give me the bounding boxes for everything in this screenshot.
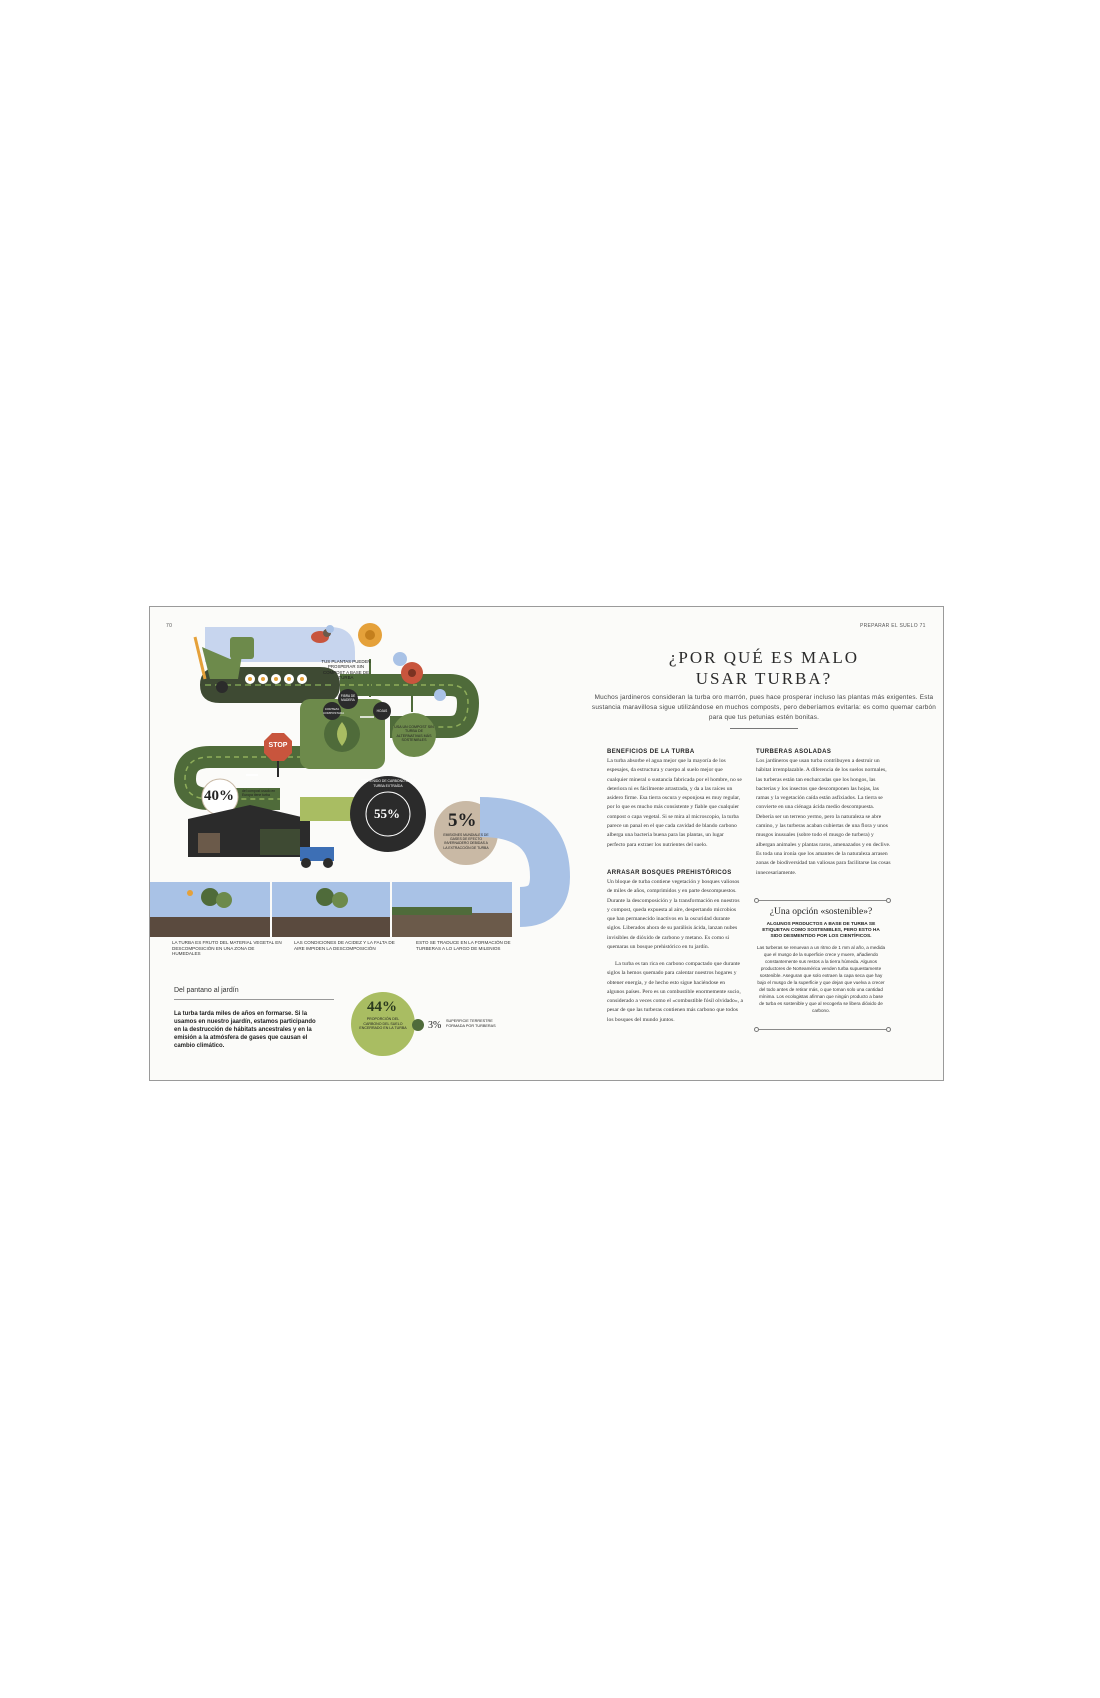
label-fibra: FIBRA DE MADERA bbox=[340, 694, 356, 702]
label-3: SUPERFICIE TERRESTRE FORMADA POR TURBERAS bbox=[446, 1019, 496, 1028]
paragraph-beneficios: La turba absorbe el agua mejor que la mayoría de los espesajes, da estructura y cuerpo al suelo mejor que cualquier mineral o sustancia fabricada por el hombre, no se deteriora ni es fácilmente arrastrada, y da a las raíces un asidero firme. Esa tierra oscura y esponjosa es muy regular, por lo que es mucho más consistente y fiable que cualquier compost o capa vegetal. Si se mira al microscopio, la turba parece un panal en el que cada cavidad de blando carbono alberga una bacteria buena para las plantas, un lugar perfecto para extraer los nutrientes del suelo. bbox=[607, 758, 742, 848]
tractor-icon bbox=[300, 847, 334, 868]
sky-band bbox=[205, 627, 355, 662]
label-corteza: CORTEZA COMPOSTADA bbox=[323, 707, 345, 715]
heading-turberas: TURBERAS ASOLADAS bbox=[756, 749, 832, 755]
intro-paragraph: Muchos jardineros consideran la turba oro marrón, pues hace prosperar incluso las plantas más exigentes. Esta sustancia maravillosa sigue utilizándose en muchos composts, pero deberíamos evitarla: es como quemar carbón para que tus petunias estén bonitas. bbox=[591, 694, 937, 721]
label-44: PROPORCIÓN DEL CARBONO DEL SUELO ENCERRADO EN LA TURBA bbox=[359, 1017, 407, 1031]
wetland-panel-3 bbox=[392, 882, 512, 937]
percent-55: 55% bbox=[374, 806, 400, 821]
percent-3-bubble bbox=[412, 1019, 424, 1031]
book-spread bbox=[149, 606, 944, 1081]
peat-infographic bbox=[150, 607, 570, 937]
section-title: Del pantano al jardín bbox=[174, 987, 239, 994]
box-top-rule bbox=[756, 900, 889, 901]
label-40: del compost usado en Europa tiene turba bbox=[242, 789, 276, 797]
shed-icon bbox=[188, 805, 310, 857]
page-number-left: 70 bbox=[166, 623, 173, 629]
heading-arrasar: ARRASAR BOSQUES PREHISTÓRICOS bbox=[607, 870, 732, 876]
percent-5: 5% bbox=[448, 810, 477, 831]
page-header-right: PREPARAR EL SUELO 71 bbox=[860, 623, 926, 629]
intro-rule bbox=[730, 728, 798, 729]
stop-label: STOP bbox=[268, 742, 288, 749]
percent-44: 44% bbox=[367, 999, 397, 1015]
label-alternatives: USA UN COMPOST SIN TURBA DE ALTERNATIVAS MÁS SOSTENIBLES bbox=[394, 725, 434, 743]
stop-sign-icon bbox=[264, 733, 292, 777]
caption-1: LA TURBA ES FRUTO DEL MATERIAL VEGETAL EN DESCOMPOSICIÓN EN UNA ZONA DE HUMEDALES bbox=[172, 940, 282, 957]
paragraph-turberas: Los jardineros que usan turba contribuyen a destruir un hábitat irremplazable. A diferencia de los suelos normales, las turberas están tan encharcadas que los hongos, las bacterias y los insectos que descomponen las hojas, las ramas y la vegetación caída están asfixiados. La tierra se convierte en una ciénaga ácida medio descompuesta. Debería ser un terreno yermo, pero la naturaleza se abre camino, y las turberas acaban cubiertas de una flora y unos musgos inusuales (sobre todo el musgo de turbera) y albergan animales y plantas raros, amenazados y en declive. Es toda una ironía que los amantes de la naturaleza arrasen zonas de biodiversidad tan valiosas para facilitarse las cosas innecesariamente. bbox=[756, 758, 891, 876]
box-body: Las turberas se renuevan a un ritmo de 1 mm al año, a medida que el musgo de la superficie crece y muere, añadiendo constantemente sus restos a la tierra húmeda. Algunos productores de Norteamérica venden turba supuestamente sostenible. Aseguran que solo extraen la capa seca que hay bajo el musgo de la superficie y que dejan que vuelva a crecer del todo antes de retirar más, o que toman solo una cantidad mínima. Los ecologistas afirman que ningún producto a base de turba es sostenible y que al recogerla se libera dióxido de carbono. bbox=[756, 945, 886, 1013]
title-line-1: ¿POR QUÉ ES MALO bbox=[668, 648, 860, 667]
box-bottom-rule bbox=[756, 1029, 889, 1030]
ring-label: CONTENIDO DE CARBONO DE LA TURBA EXTRAÍDA bbox=[360, 779, 416, 789]
percent-3: 3% bbox=[428, 1020, 442, 1031]
caption-2: LAS CONDICIONES DE ACIDEZ Y LA FALTA DE AIRE IMPIDEN LA DESCOMPOSICIÓN bbox=[294, 940, 395, 951]
percent-40: 40% bbox=[204, 788, 234, 804]
label-plants: TUS PLANTAS PUEDEN PROSPERAR SIN COMPOST A BASE DE TURBA bbox=[321, 659, 371, 681]
article-title bbox=[634, 647, 894, 689]
wetland-panel-1 bbox=[150, 882, 270, 937]
section-rule bbox=[174, 999, 334, 1000]
plant-pot bbox=[230, 637, 254, 659]
box-title: ¿Una opción «sostenible»? bbox=[769, 907, 873, 917]
caption-3: ESTO SE TRADUCE EN LA FORMACIÓN DE TURBERAS A LO LARGO DE MILENIOS bbox=[416, 940, 511, 951]
wetland-panel-2 bbox=[272, 882, 390, 937]
label-5: EMISIONES MUNDIALES DE GASES DE EFECTO INVERNADERO DEBIDAS A LA EXTRACCIÓN DE TURBA bbox=[443, 833, 489, 850]
section-body: La turba tarda miles de años en formarse. Si la usamos en nuestro jaardín, estamos participando en la destrucción de hábitats ancestrales y en la emisión a la atmósfera de gases que causan el cambio climático. bbox=[174, 1011, 316, 1049]
title-line-2: USAR TURBA? bbox=[695, 669, 833, 688]
heading-beneficios: BENEFICIOS DE LA TURBA bbox=[607, 749, 695, 755]
box-subtitle: ALGUNOS PRODUCTOS A BASE DE TURBA SE ETIQUETAN COMO SOSTENIBLES, PERO ESTO HA SIDO DESMENTIDO POR LOS CIENTÍFICOS. bbox=[762, 922, 880, 940]
paragraph-arrasar-2: La turba es tan rica en carbono compactado que durante siglos la hemos quemado para calentar nuestros hogares y obtener energía, y de hecho esto sigue haciéndose en algunos países. Pero es un combustible enormemente sucio, considerado a veces como el «combustible fósil olvidado», a pesar de que las turberas contienen más carbono que todos los bosques del mundo juntos. bbox=[607, 961, 743, 1023]
label-hojas: HOJAS bbox=[376, 709, 388, 713]
paragraph-arrasar-1: Un bloque de turba contiene vegetación y bosques valiosos de miles de años, comprimidos y en parte descompuestos. Durante la descomposición y la transformación en nuestros y compost, queda expuesta al aire, despertando microbios que han permanecido inactivos en la oscuridad durante siglos. Liberados ahora de su parálisis ácida, lanzan nubes invisibles de dióxido de carbono y metano. Es como si quemaras un bosque prehistórico en tu jardín. bbox=[607, 879, 740, 951]
